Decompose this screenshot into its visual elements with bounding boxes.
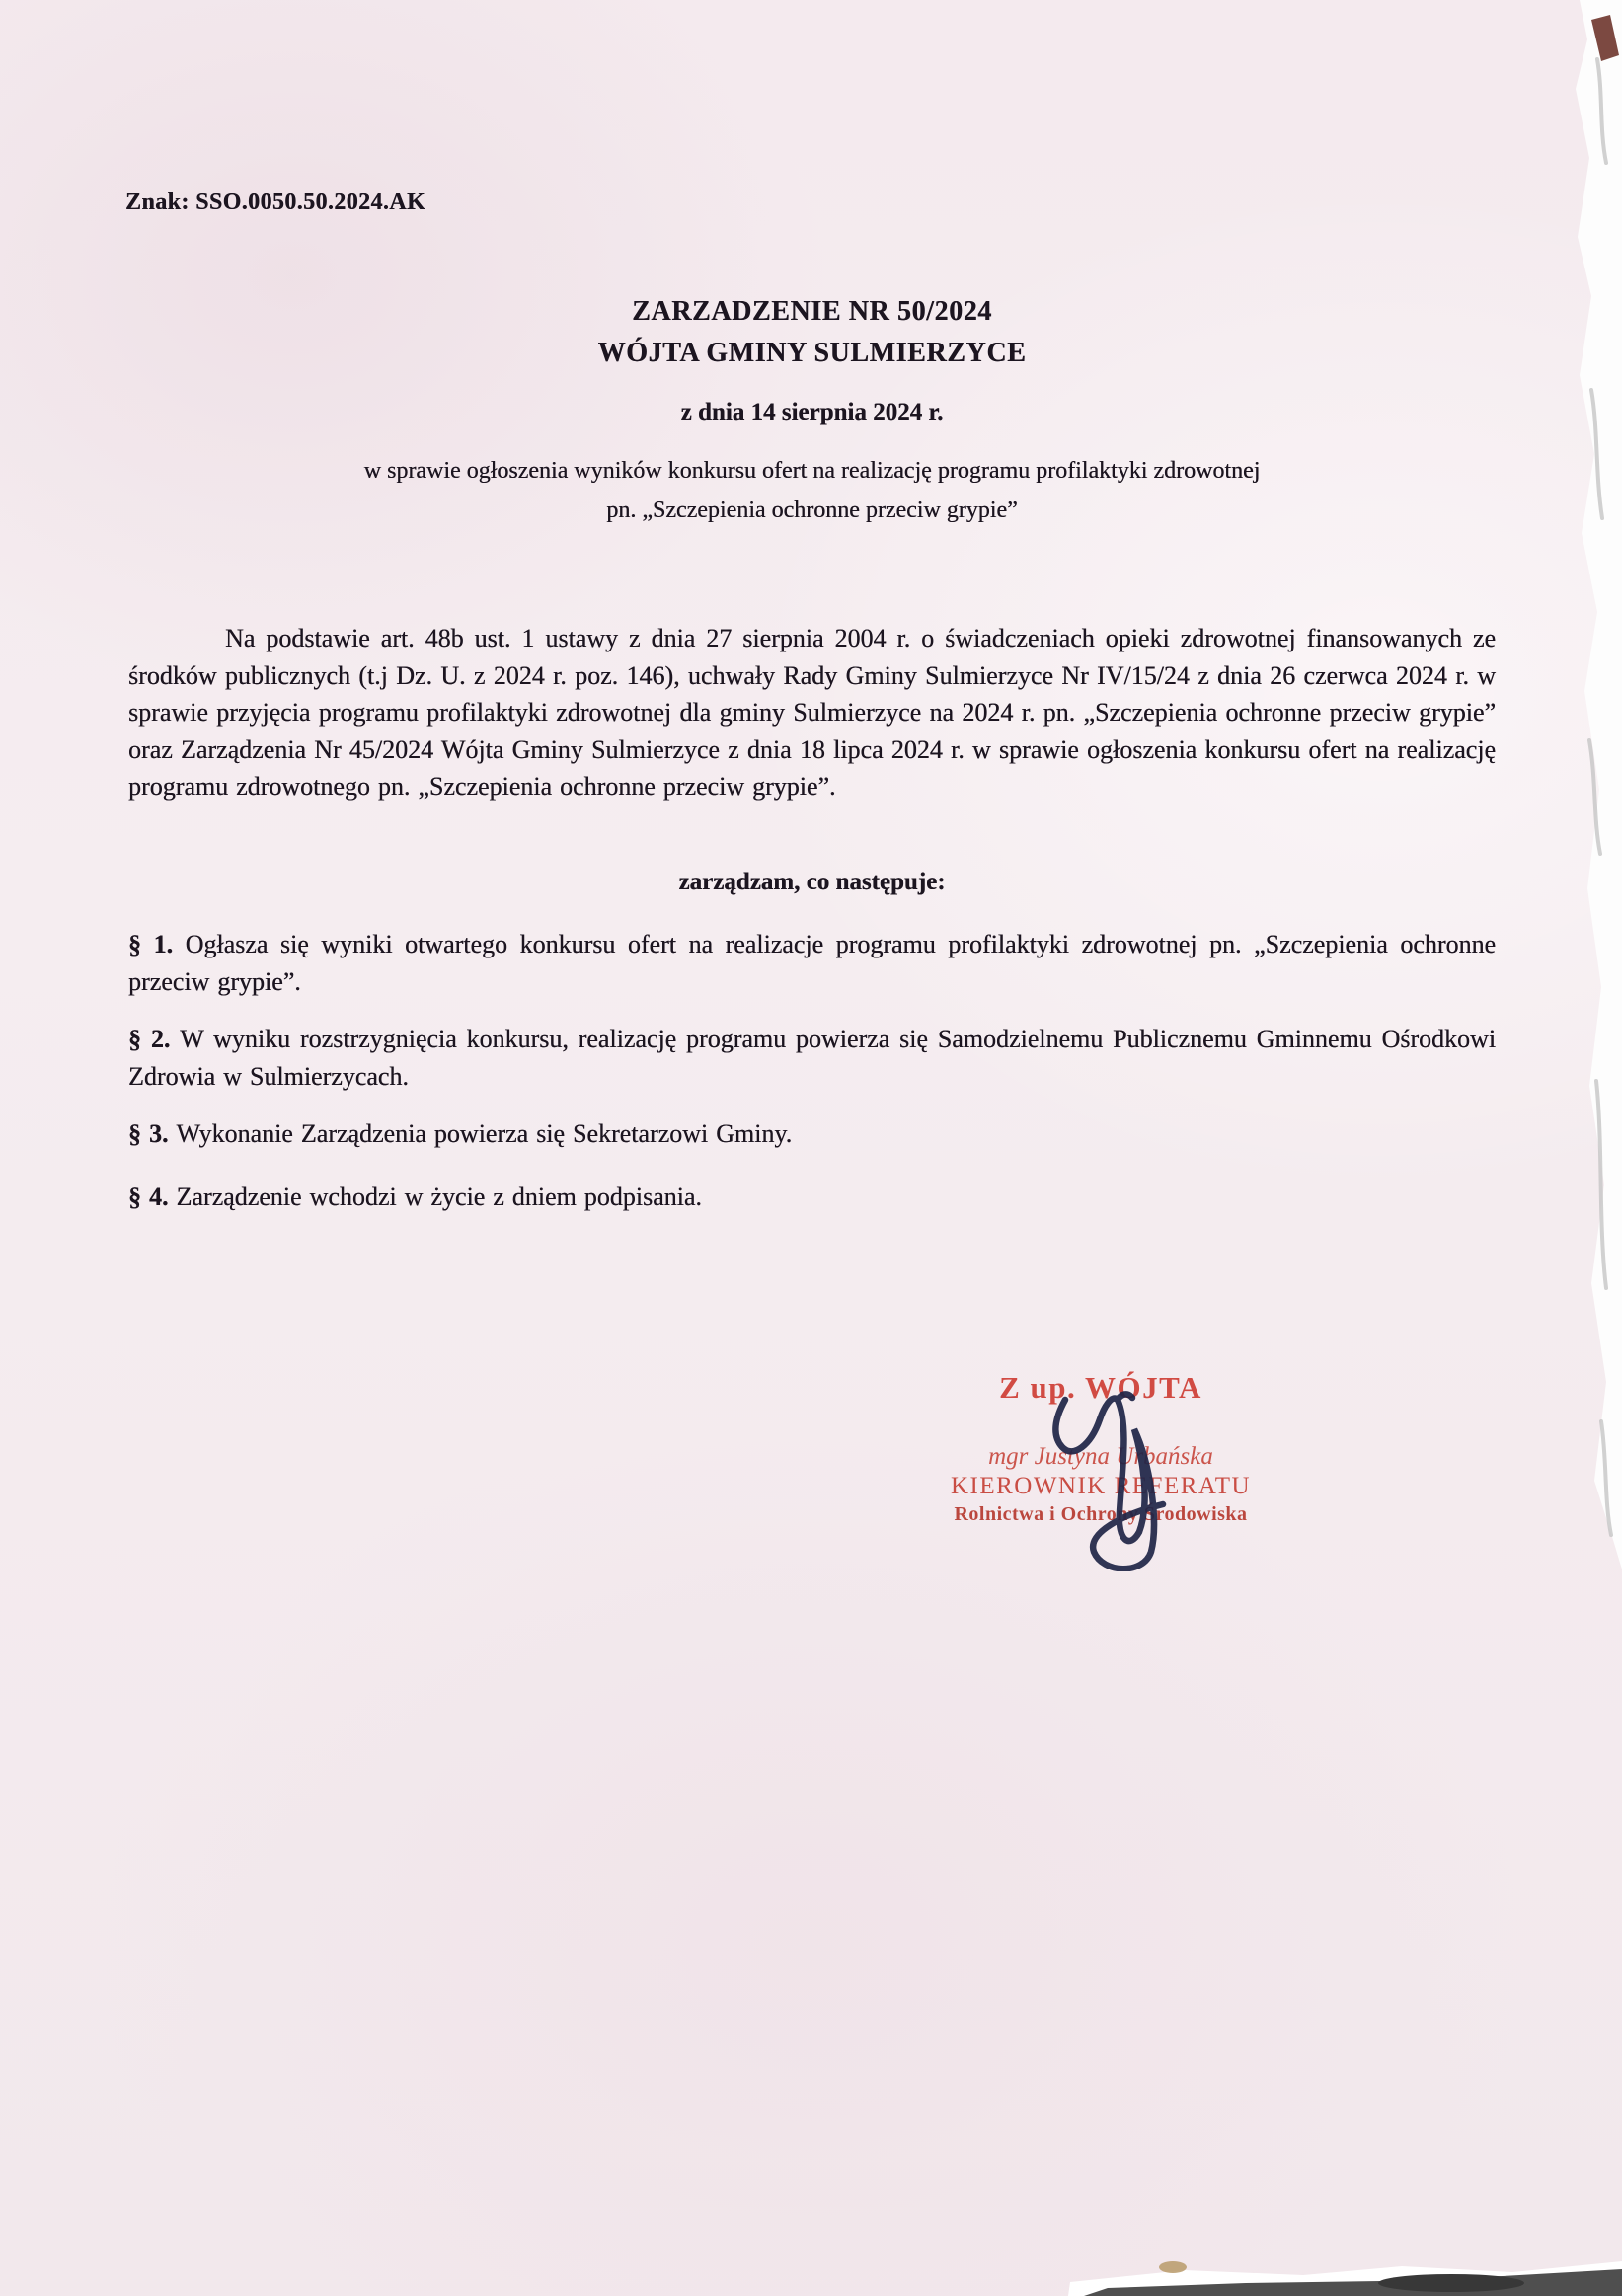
section-text-1: Ogłasza się wyniki otwartego konkursu ofert na realizacje programu profilaktyki zdrowotnej pn. „Szczepienia ochronne przeciw grypie”. — [128, 930, 1497, 996]
document-subject-line1: w sprawie ogłoszenia wyników konkursu ofert na realizację programu profilaktyki zdrowotnej — [363, 458, 1261, 484]
section-paragraph-1 — [128, 926, 1496, 1000]
document-date: z dnia 14 sierpnia 2024 r. — [680, 399, 944, 425]
stamp-name-line: mgr Justyna Urbańska — [988, 1443, 1213, 1470]
section-text-2: W wyniku rozstrzygnięcia konkursu, realizację programu powierza się Samodzielnemu Publicznemu Gminnemu Ośrodkowi Zdrowia w Sulmierzycach. — [128, 1025, 1496, 1091]
section-text-4: Zarządzenie wchodzi w życie z dniem podpisania. — [176, 1183, 702, 1211]
section-paragraph-2 — [128, 1021, 1496, 1095]
section-marker-4: § 4. — [128, 1183, 177, 1211]
stamp-position-line: KIEROWNIK REFERATU — [950, 1473, 1252, 1499]
section-marker-3: § 3. — [128, 1119, 177, 1148]
reference-number: Znak: SSO.0050.50.2024.AK — [125, 190, 426, 215]
stamp-authority-line: Z up. WÓJTA — [999, 1370, 1202, 1405]
section-paragraph-3 — [128, 1115, 1496, 1153]
section-marker-2: § 2. — [128, 1025, 181, 1053]
document-title-line1: ZARZADZENIE NR 50/2024 — [632, 296, 992, 327]
stamp-department-line: Rolnictwa i Ochrony Środowiska — [954, 1503, 1248, 1525]
document-title-line2: WÓJTA GMINY SULMIERZYCE — [597, 338, 1027, 368]
ordain-heading: zarządzam, co następuje: — [678, 869, 946, 895]
legal-preamble: Na podstawie art. 48b ust. 1 ustawy z dnia 27 sierpnia 2004 r. o świadczeniach opieki zdrowotnej finansowanych ze środków publicznych (t.j Dz. U. z 2024 r. poz. 146), uchwały Rady Gminy Sulmierzyce Nr IV/15/24 z dnia 26 czerwca 2024 r. w sprawie przyjęcia programu profilaktyki zdrowotnej dla gminy Sulmierzyce na 2024 r. pn. „Szczepienia ochronne przeciw grypie” oraz Zarządzenia Nr 45/2024 Wójta Gminy Sulmierzyce z dnia 18 lipca 2024 r. w sprawie ogłoszenia konkursu ofert na realizację programu zdrowotnego pn. „Szczepienia ochronne przeciw grypie”. — [128, 624, 1496, 801]
section-paragraph-4 — [128, 1179, 1496, 1216]
section-marker-1: § 1. — [128, 930, 186, 958]
document-subject-line2: pn. „Szczepienia ochronne przeciw grypie” — [606, 497, 1018, 523]
section-text-3: Wykonanie Zarządzenia powierza się Sekretarzowi Gminy. — [176, 1119, 793, 1148]
